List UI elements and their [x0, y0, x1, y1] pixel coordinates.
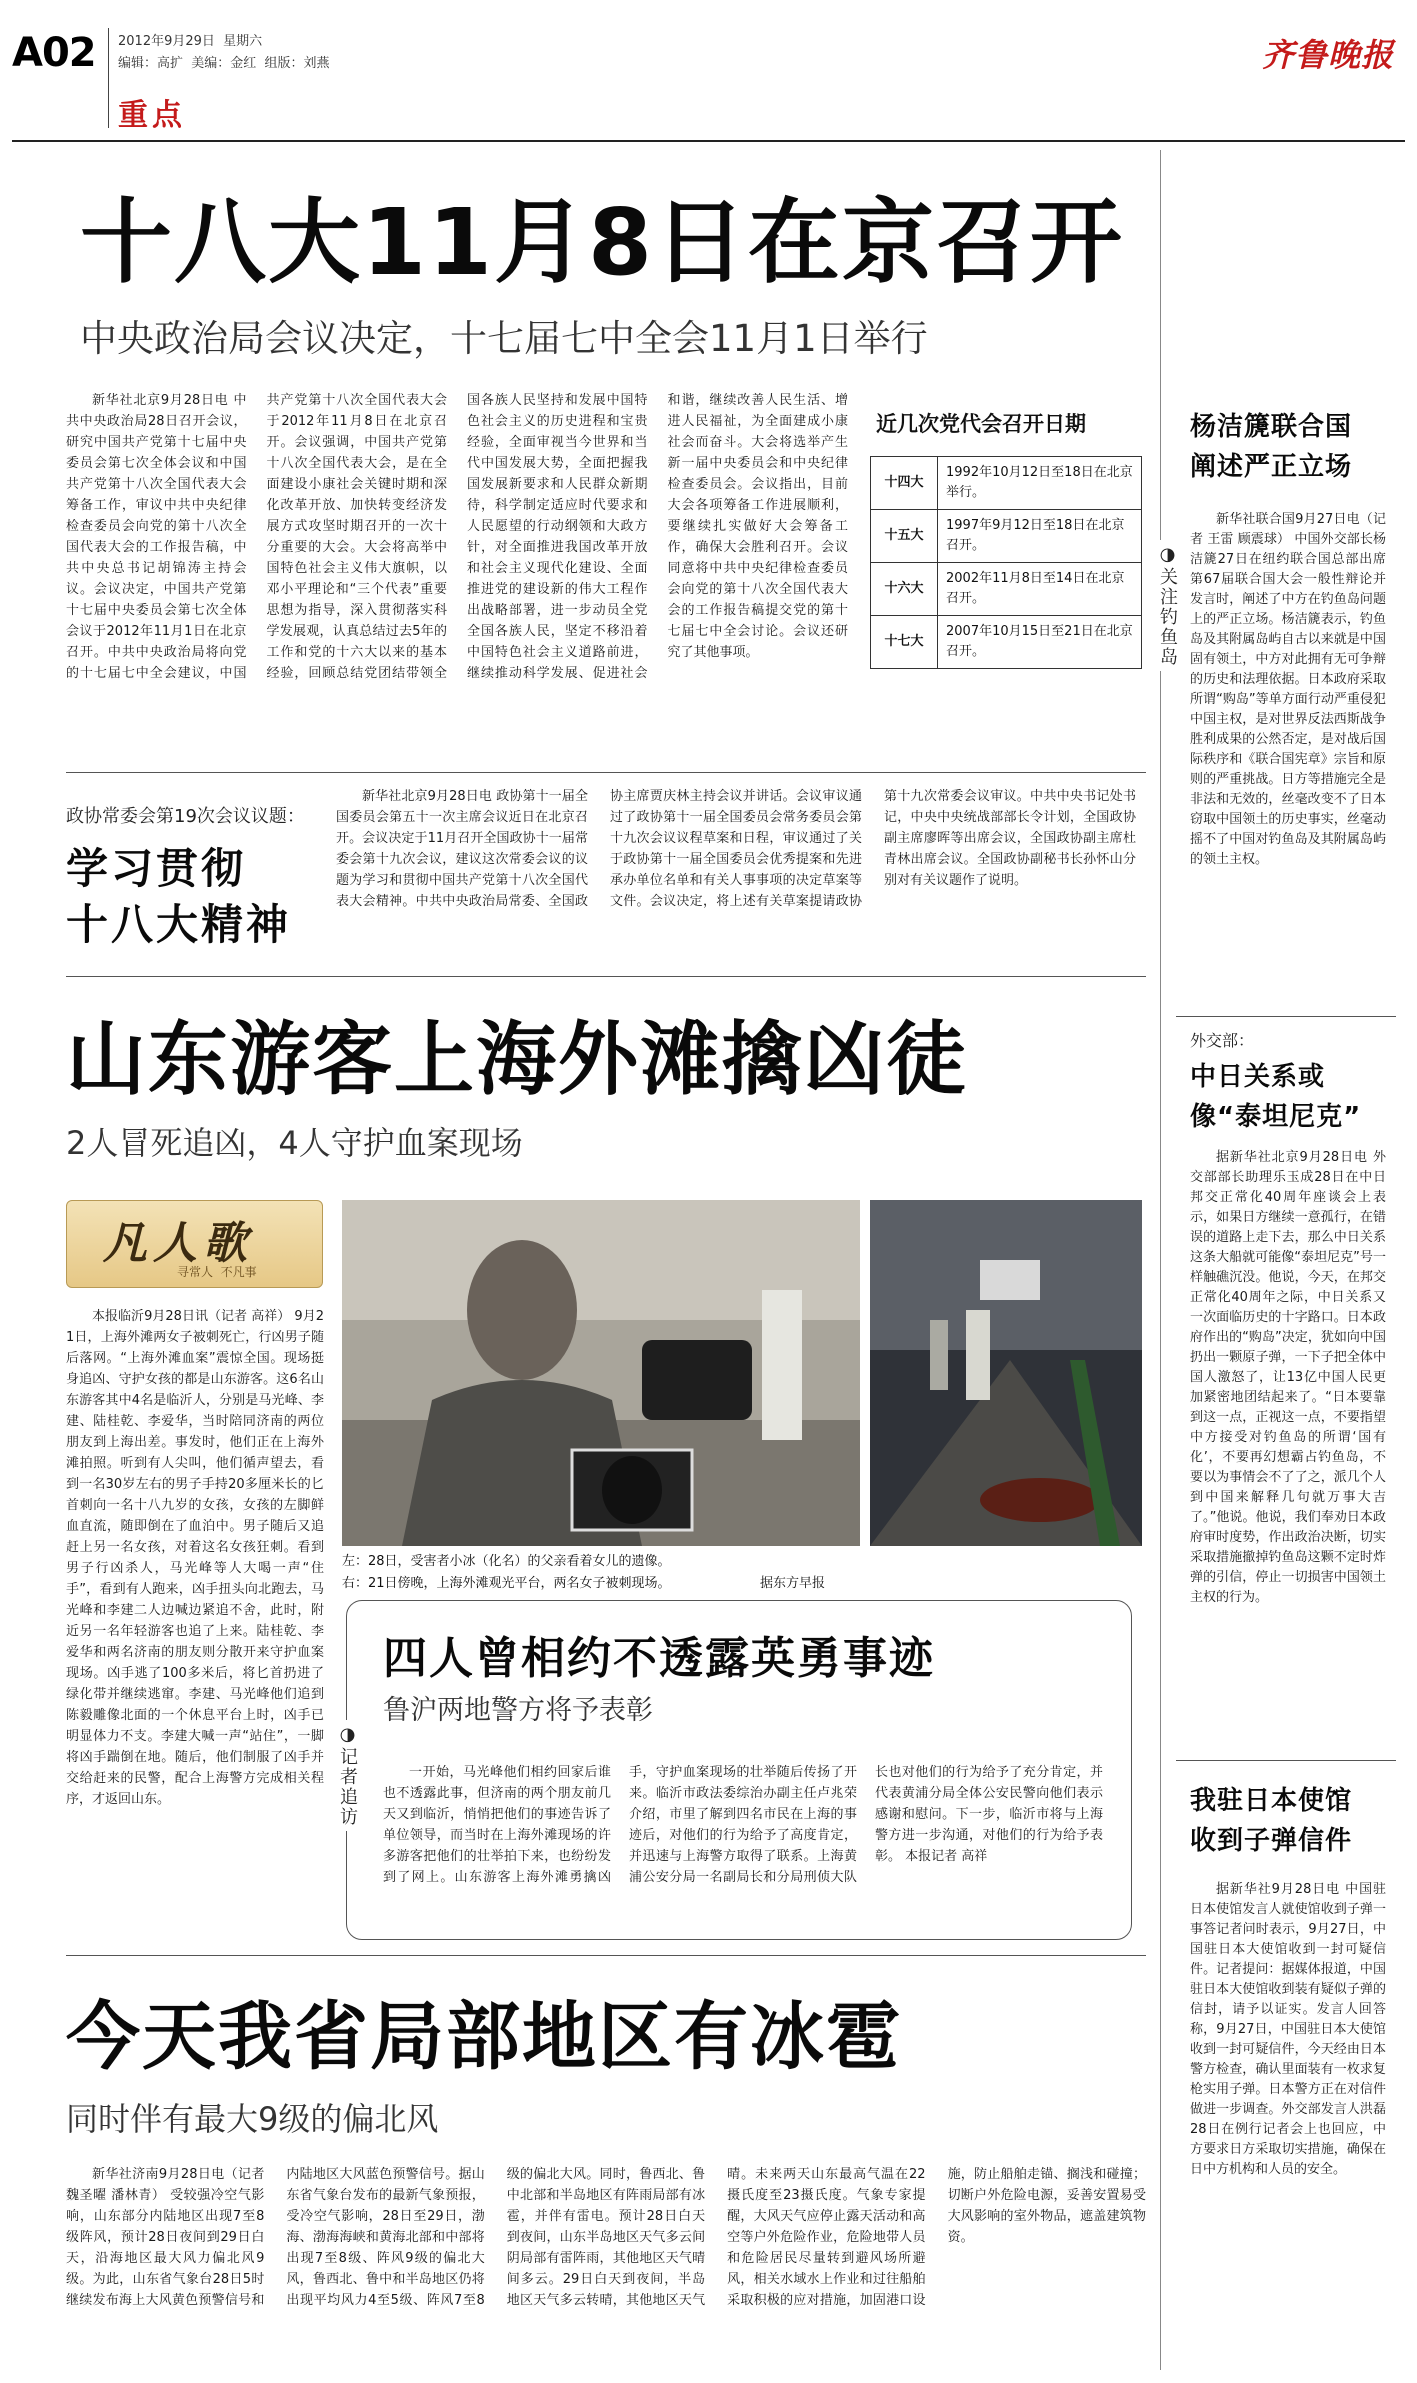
story2-headline-line1: 学习贯彻	[66, 844, 247, 893]
followup-label-text: 记者追访	[337, 1747, 358, 1827]
main-sidebar-divider	[1160, 150, 1161, 2370]
story1-body: 新华社北京9月28日电 中共中央政治局28日召开会议，研究中国共产党第十七届中央委员会第七次全体会议和中国共产党第十八次全国代表大会筹备工作，审议中共中央纪律检查委员会向党的第十八次全国代表大会的工作报告稿，中共中央总书记胡锦涛主持会议。会议决定，中国共产党第十七届中央委员会第七次全体会议于2012年11月1日在北京召开。中共中央政治局将向党的十七届七中全会建议，中国共产党第十八次全国代表大会于2012年11月8日在北京召开。会议强调，中国共产党第十八次全国代表大会，是在全面建设小康社会关键时期和深化改革开放、加快转变经济发展方式攻坚时期召开的一次十分重要的大会。大会将高举中国特色社会主义伟大旗帜，以邓小平理论和“三个代表”重要思想为指导，深入贯彻落实科学发展观，认真总结过去5年的工作和党的十六大以来的基本经验，回顾总结党团结带领全国各族人民坚持和发展中国特色社会主义的历史进程和宝贵经验，全面审视当今世界和当代中国发展大势，全面把握我国发展新要求和人民群众新期待，科学制定适应时代要求和人民愿望的行动纲领和大政方针，对全面推进我国改革开放和社会主义现代化建设、全面推进党的建设新的伟大工程作出战略部署，进一步动员全党全国各族人民，坚定不移沿着中国特色社会主义道路前进，继续推动科学发展、促进社会和谐，继续改善人民生活、增进人民福祉，为全面建成小康社会而奋斗。大会将选举产生新一届中央委员会和中央纪律检查委员会。会议指出，目前大会各项筹备工作进展顺利，要继续扎实做好大会筹备工作，确保大会胜利召开。会议同意将中共中央纪律检查委员会向党的第十八次全国代表大会的工作报告稿提交党的第十七届七中全会讨论。会议还研究了其他事项。	[66, 393, 848, 681]
story1-bottom-rule	[66, 772, 1146, 773]
column-logo-tagline: 寻常人 不凡事	[177, 1265, 257, 1279]
column-logo-title: 凡人歌	[103, 1218, 253, 1269]
table-cell: 2002年11月8日至14日在北京召开。	[938, 563, 1142, 616]
story1-subhead: 中央政治局会议决定，十七届七中全会11月1日举行	[80, 317, 928, 360]
label-bullet-icon: ◑	[1157, 544, 1178, 567]
followup-subhead: 鲁沪两地警方将予表彰	[383, 1695, 653, 1726]
table-cell: 十七大	[871, 616, 938, 669]
sidebar3-headline-line1: 我驻日本使馆	[1190, 1786, 1353, 1816]
sidebar1-headline-line1: 杨洁篪联合国	[1190, 412, 1353, 442]
story2-bottom-rule	[66, 976, 1146, 977]
newspaper-logo: 齐鲁晚报	[1262, 36, 1395, 74]
masthead-divider	[108, 28, 109, 128]
sidebar2-kicker: 外交部：	[1190, 1031, 1255, 1050]
table-cell: 1997年9月12日至18日在北京召开。	[938, 510, 1142, 563]
table-cell: 十五大	[871, 510, 938, 563]
sidebar-rule-2	[1176, 1760, 1396, 1761]
masthead-rule	[12, 140, 1405, 142]
table-row	[871, 616, 1142, 669]
story3-subhead: 2人冒死追凶，4人守护血案现场	[66, 1124, 523, 1162]
victim-father-photo	[342, 1200, 860, 1546]
photo-credit: 据东方早报	[760, 1576, 826, 1591]
story2-headline-line2: 十八大精神	[66, 900, 292, 949]
story1-headline: 十八大11月8日在京召开	[80, 189, 1125, 296]
followup-headline: 四人曾相约不透露英勇事迹	[383, 1633, 935, 1684]
sidebar1-body: 新华社联合国9月27日电（记者 王雷 顾震球） 中国外交部长杨洁篪27日在纽约联合国总部出席第67届联合国大会一般性辩论并发言时，阐述了中方在钓鱼岛问题上的严正立场。杨洁篪表示，钓鱼岛及其附属岛屿自古以来就是中国固有领土，中方对此拥有无可争辩的历史和法理依据。日本政府采取所谓“购岛”等单方面行动严重侵犯中国主权，是对世界反法西斯战争胜利成果的公然否定，是对战后国际秩序和《联合国宪章》宗旨和原则的严重挑战。日方等措施完全是非法和无效的，丝毫改变不了日本窃取中国领土的历史事实，丝毫动摇不了中国对钓鱼岛及其附属岛屿的领土主权。	[1190, 512, 1386, 867]
section-label: 重点	[118, 98, 186, 133]
page-number: A02	[12, 30, 96, 76]
followup-label	[332, 1720, 362, 1831]
table-row	[871, 457, 1142, 510]
label-bullet-icon: ◑	[337, 1724, 358, 1747]
sidebar1-label	[1152, 540, 1182, 671]
table-cell: 1992年10月12日至18日在北京举行。	[938, 457, 1142, 510]
sidebar-rule-1	[1176, 1016, 1396, 1017]
sidebar2-headline-line1: 中日关系或	[1190, 1062, 1326, 1092]
congress-dates-box	[870, 398, 1142, 669]
table-row	[871, 563, 1142, 616]
sidebar2-headline-line2: 像“泰坦尼克”	[1190, 1102, 1362, 1132]
followup-body: 一开始，马光峰他们相约回家后谁也不透露此事，但济南的两个朋友前几天又到临沂，悄悄把他们的事迹告诉了单位领导，而当时在上海外滩现场的许多游客把他们的壮举拍下来，也纷纷发到了网上。山东游客上海外滩勇擒凶手，守护血案现场的壮举随后传扬了开来。临沂市政法委综治办副主任卢兆荣介绍，市里了解到四名市民在上海的事迹后，对他们的行为给予了高度肯定，并迅速与上海警方取得了联系。上海黄浦公安分局一名副局长和分局刑侦大队长也对他们的行为给予了充分肯定，并代表黄浦分局全体公安民警向他们表示感谢和慰问。下一步，临沂市将与上海警方进一步沟通，对他们的行为给予表彰。 本报记者 高祥	[383, 1765, 1103, 1885]
table-cell: 2007年10月15日至21日在北京召开。	[938, 616, 1142, 669]
story3-bottom-rule	[66, 1955, 1146, 1956]
congress-dates-table	[870, 456, 1142, 669]
sidebar2-body: 据新华社北京9月28日电 外交部部长助理乐玉成28日在中日邦交正常化40周年座谈会上表示，如果日方继续一意孤行，在错误的道路上走下去，那么中日关系这条大船就可能像“泰坦尼克”号一样触礁沉没。他说，今天，在邦交正常化40周年之际，中日关系又一次面临历史的十字路口。日本政府作出的“购岛”决定，犹如向中国扔出一颗原子弹，一下子把全体中国人激怒了，让13亿中国人民更加紧密地团结起来了。“日本要靠到这一点，正视这一点，不要指望中方接受对钓鱼岛的所谓‘国有化’，不要再幻想霸占钓鱼岛，不要以为事情会不了了之，派几个人到中国来解释几句就万事大吉了。”他说。他说，我们奉劝日本政府审时度势，作出政治决断，切实采取措施撤掉钓鱼岛这颗不定时炸弹的引信，停止一切损害中国领土主权的行为。	[1190, 1150, 1386, 1605]
story3-body: 本报临沂9月28日讯（记者 高祥） 9月21日，上海外滩两女子被刺死亡，行凶男子随后落网。“上海外滩血案”震惊全国。现场挺身追凶、守护女孩的都是山东游客。这6名山东游客其中4名是临沂人，分别是马光峰、李建、陆桂乾、李爱华，当时陪同济南的两位朋友到上海出差。事发时，他们正在上海外滩拍照。听到有人尖叫，他们循声望去，看到一名30岁左右的男子手持20多厘米长的匕首刺向一名十八九岁的女孩，女孩的左脚鲜血直流，随即倒在了血泊中。男子随后又追赶上另一名女孩，对着这名女孩狂刺。看到男子行凶杀人，马光峰等人大喝一声“住手”，看到有人跑来，凶手扭头向北跑去，马光峰和李建二人边喊边紧追不舍，此时，附近另一名年轻游客也追了上来。陆桂乾、李爱华和两名济南的朋友则分散开来守护血案现场。凶手逃了100多米后，将匕首扔进了绿化带并继续逃窜。李建、马光峰他们追到陈毅雕像北面的一个休息平台上时，凶手已明显体力不支。李建大喊一声“站住”，一脚将凶手踹倒在地。随后，他们制服了凶手并交给赶来的民警，配合上海警方完成相关程序，才返回山东。	[66, 1309, 324, 1807]
photo-caption-right: 右：21日傍晚，上海外滩观光平台，两名女子被刺现场。	[342, 1576, 671, 1591]
sidebar1-headline-line2: 阐述严正立场	[1190, 452, 1353, 482]
sidebar3-body: 据新华社9月28日电 中国驻日本使馆发言人就使馆收到子弹一事答记者问时表示，9月27日，中国驻日本大使馆收到一封可疑信件。记者提问：据媒体报道，中国驻日本大使馆收到装有疑似子弹的信封，请予以证实。发言人回答称，9月27日，中国驻日本大使馆收到一封可疑信件，今天经由日本警方检查，确认里面装有一枚求复枪实用子弹。日本警方正在对信件做进一步调查。外交部发言人洪磊28日在例行记者会上也回应，中方要求日方采取切实措施，确保在日中方机构和人员的安全。	[1190, 1882, 1386, 2177]
photo-caption-left: 左：28日，受害者小冰（化名）的父亲看着女儿的遗像。	[342, 1554, 671, 1569]
editors-line: 编辑：高扩 美编：金红 组版：刘燕	[118, 56, 330, 71]
sidebar1-label-text: 关注钓鱼岛	[1157, 567, 1178, 667]
table-cell: 十四大	[871, 457, 938, 510]
story2-body: 新华社北京9月28日电 政协第十一届全国委员会第五十一次主席会议近日在北京召开。会议决定于11月召开全国政协十一届常委会第十九次会议，建议这次常委会议的议题为学习和贯彻中国共产党第十八次全国代表大会精神。中共中央政治局常委、全国政协主席贾庆林主持会议并讲话。会议审议通过了政协第十一届全国委员会常务委员会第十九次会议议程草案和日程，审议通过了关于政协第十一届全国委员会优秀提案和先进承办单位名单和有关人事事项的决定草案等文件。会议决定，将上述有关草案提请政协第十九次常委会议审议。中共中央书记处书记，中央中央统战部部长令计划，全国政协副主席廖晖等出席会议，全国政协副主席杜青林出席会议。全国政协副秘书长孙怀山分别对有关议题作了说明。	[336, 789, 1136, 909]
issue-date: 2012年9月29日 星期六	[118, 34, 263, 49]
story3-headline: 山东游客上海外滩擒凶徒	[66, 1013, 968, 1106]
table-row	[871, 510, 1142, 563]
crime-scene-photo	[870, 1200, 1142, 1546]
column-logo	[66, 1200, 323, 1288]
story4-subhead: 同时伴有最大9级的偏北风	[66, 2100, 439, 2138]
sidebar3-headline-line2: 收到子弹信件	[1190, 1826, 1353, 1856]
story2-kicker: 政协常委会第19次会议议题：	[66, 806, 305, 827]
story4-body: 新华社济南9月28日电（记者 魏圣曜 潘林青） 受较强冷空气影响，山东部分内陆地区出现7至8级阵风，预计28日夜间到29日白天，沿海地区最大风力偏北风9级。为此，山东省气象台28日5时继续发布海上大风黄色预警信号和内陆地区大风蓝色预警信号。据山东省气象台发布的最新气象预报，受冷空气影响，28日至29日，渤海、渤海海峡和黄海北部和中部将出现7至8级、阵风9级的偏北大风，鲁西北、鲁中和半岛地区仍将出现平均风力4至5级、阵风7至8级的偏北大风。同时，鲁西北、鲁中北部和半岛地区有阵雨局部有冰雹，并伴有雷电。预计28日白天到夜间，山东半岛地区天气多云间阴局部有雷阵雨，其他地区天气晴间多云。29日白天到夜间，半岛地区天气多云转晴，其他地区天气晴。未来两天山东最高气温在22摄氏度至23摄氏度。气象专家提醒，大风天气应停止露天活动和高空等户外危险作业，危险地带人员和危险居民尽量转到避风场所避风，相关水域水上作业和过往船舶采取积极的应对措施，加固港口设施，防止船舶走锚、搁浅和碰撞；切断户外危险电源，妥善安置易受大风影响的室外物品，遮盖建筑物资。	[66, 2167, 1146, 2308]
story4-headline: 今天我省局部地区有冰雹	[66, 1994, 902, 2080]
congress-dates-title: 近几次党代会召开日期	[876, 412, 1086, 436]
table-cell: 十六大	[871, 563, 938, 616]
